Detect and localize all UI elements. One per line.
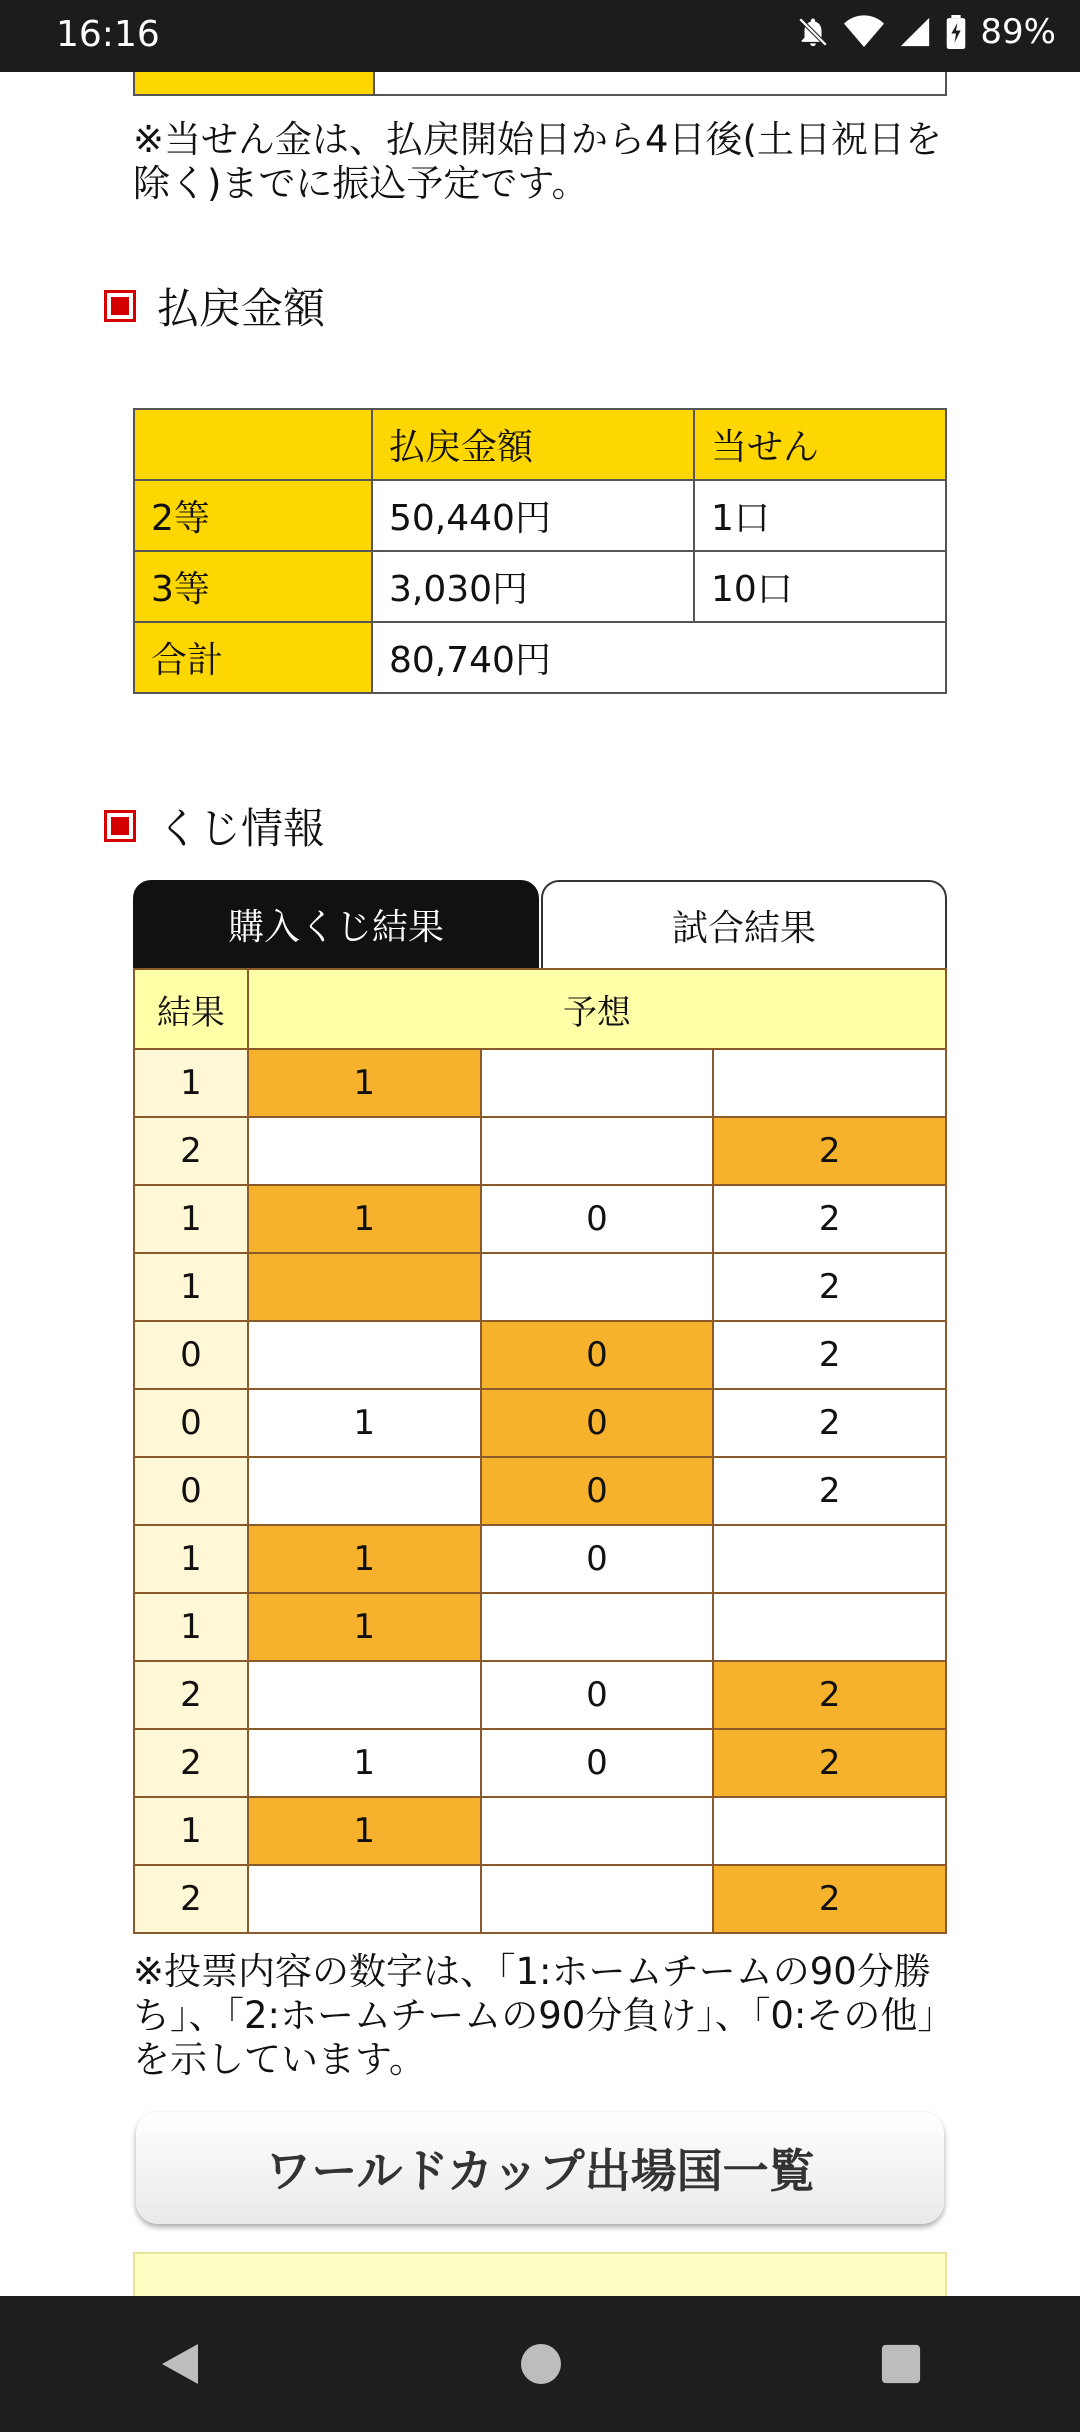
payout-header-empty: [134, 409, 372, 480]
prediction-cell: [481, 1865, 714, 1933]
result-cell: 0: [134, 1389, 248, 1457]
red-square-icon: [107, 293, 133, 319]
payout-header-winners: 当せん: [694, 409, 946, 480]
payout-grade: 3等: [134, 551, 372, 622]
muted-bell-icon: [796, 15, 830, 49]
results-row: [134, 1593, 946, 1661]
prediction-cell: 1: [248, 1797, 481, 1865]
prediction-cell: 2: [713, 1729, 946, 1797]
results-body: [134, 1049, 946, 1933]
payout-section-title: [104, 276, 325, 336]
results-header-result: 結果: [134, 969, 248, 1049]
results-row: [134, 1321, 946, 1389]
prediction-cell: 1: [248, 1729, 481, 1797]
payout-total-row: [134, 622, 946, 693]
results-row: [134, 1389, 946, 1457]
results-row: [134, 1729, 946, 1797]
prediction-legend-note: ※投票内容の数字は、「1:ホームチームの90分勝ち」、「2:ホームチームの90分負け」、「0:その他」を示しています。: [133, 1950, 936, 2081]
prediction-cell: [713, 1525, 946, 1593]
prediction-cell: 2: [713, 1865, 946, 1933]
payout-winners: 1口: [694, 480, 946, 551]
prediction-cell: 2: [713, 1661, 946, 1729]
prediction-cell: 0: [481, 1185, 714, 1253]
tab-purchased-results[interactable]: 購入くじ結果: [133, 880, 539, 968]
result-cell: 1: [134, 1185, 248, 1253]
lottery-section-title-text: くじ情報: [157, 804, 326, 853]
result-cell: 1: [134, 1525, 248, 1593]
prediction-cell: [248, 1117, 481, 1185]
back-icon[interactable]: [158, 2340, 202, 2388]
prediction-cell: 0: [481, 1661, 714, 1729]
payout-winners: 10口: [694, 551, 946, 622]
prediction-cell: 2: [713, 1185, 946, 1253]
prediction-cell: [481, 1117, 714, 1185]
prediction-cell: 1: [248, 1389, 481, 1457]
prediction-cell: [248, 1253, 481, 1321]
prediction-cell: 1: [248, 1185, 481, 1253]
tab-match-results[interactable]: 試合結果: [541, 880, 947, 968]
prediction-cell: 1: [248, 1593, 481, 1661]
lottery-tabs: [133, 880, 947, 968]
prediction-cell: 0: [481, 1729, 714, 1797]
prediction-cell: 1: [248, 1525, 481, 1593]
results-row: [134, 1457, 946, 1525]
status-time: 16:16: [56, 14, 160, 55]
results-header-prediction: 予想: [248, 969, 946, 1049]
results-row: [134, 1117, 946, 1185]
prediction-cell: 0: [481, 1321, 714, 1389]
result-cell: 2: [134, 1117, 248, 1185]
result-cell: 2: [134, 1729, 248, 1797]
results-header-row: [134, 969, 946, 1049]
battery-icon: [946, 15, 966, 49]
prediction-cell: 2: [713, 1117, 946, 1185]
results-row: [134, 1185, 946, 1253]
result-cell: 1: [134, 1797, 248, 1865]
result-cell: 0: [134, 1321, 248, 1389]
prediction-cell: [481, 1253, 714, 1321]
payout-header-amount: 払戻金額: [372, 409, 694, 480]
results-row: [134, 1049, 946, 1117]
prediction-cell: 2: [713, 1253, 946, 1321]
results-row: [134, 1661, 946, 1729]
red-square-icon: [107, 813, 133, 839]
prediction-cell: 0: [481, 1457, 714, 1525]
payout-total-label: 合計: [134, 622, 372, 693]
payout-header-row: [134, 409, 946, 480]
prediction-cell: [481, 1593, 714, 1661]
prediction-cell: [481, 1049, 714, 1117]
payout-table: [133, 408, 947, 694]
wifi-icon: [844, 15, 884, 49]
payout-section-title-text: 払戻金額: [157, 284, 326, 333]
results-row: [134, 1253, 946, 1321]
prediction-cell: [713, 1797, 946, 1865]
cell-signal-icon: [898, 15, 932, 49]
results-row: [134, 1797, 946, 1865]
prediction-cell: [248, 1321, 481, 1389]
navigation-bar: [0, 2296, 1080, 2432]
prediction-cell: [481, 1797, 714, 1865]
home-icon[interactable]: [519, 2342, 563, 2386]
result-cell: 2: [134, 1661, 248, 1729]
prediction-cell: [713, 1049, 946, 1117]
status-bar: [0, 0, 1080, 72]
payout-total-amount: 80,740円: [372, 622, 946, 693]
result-cell: 2: [134, 1865, 248, 1933]
prediction-cell: 2: [713, 1321, 946, 1389]
prediction-cell: [248, 1457, 481, 1525]
prediction-cell: 0: [481, 1389, 714, 1457]
world-cup-countries-button[interactable]: ワールドカップ出場国一覧: [136, 2112, 944, 2224]
payout-row: [134, 551, 946, 622]
prediction-cell: 2: [713, 1389, 946, 1457]
payout-grade: 2等: [134, 480, 372, 551]
results-row: [134, 1865, 946, 1933]
result-cell: 1: [134, 1049, 248, 1117]
payout-notice: ※当せん金は、払戻開始日から4日後(土日祝日を除く)までに振込予定です。: [133, 118, 942, 205]
result-cell: 1: [134, 1593, 248, 1661]
payout-row: [134, 480, 946, 551]
lottery-section-title: [104, 796, 325, 856]
result-cell: 1: [134, 1253, 248, 1321]
prediction-cell: [248, 1661, 481, 1729]
battery-percent: 89%: [980, 12, 1056, 52]
payout-amount: 50,440円: [372, 480, 694, 551]
recents-icon[interactable]: [880, 2343, 922, 2385]
prediction-cell: 2: [713, 1457, 946, 1525]
prediction-cell: [713, 1593, 946, 1661]
results-table: [133, 968, 947, 1934]
prediction-cell: 0: [481, 1525, 714, 1593]
results-row: [134, 1525, 946, 1593]
prediction-cell: [248, 1865, 481, 1933]
payout-amount: 3,030円: [372, 551, 694, 622]
result-cell: 0: [134, 1457, 248, 1525]
status-icons: [796, 12, 1056, 52]
prediction-cell: 1: [248, 1049, 481, 1117]
